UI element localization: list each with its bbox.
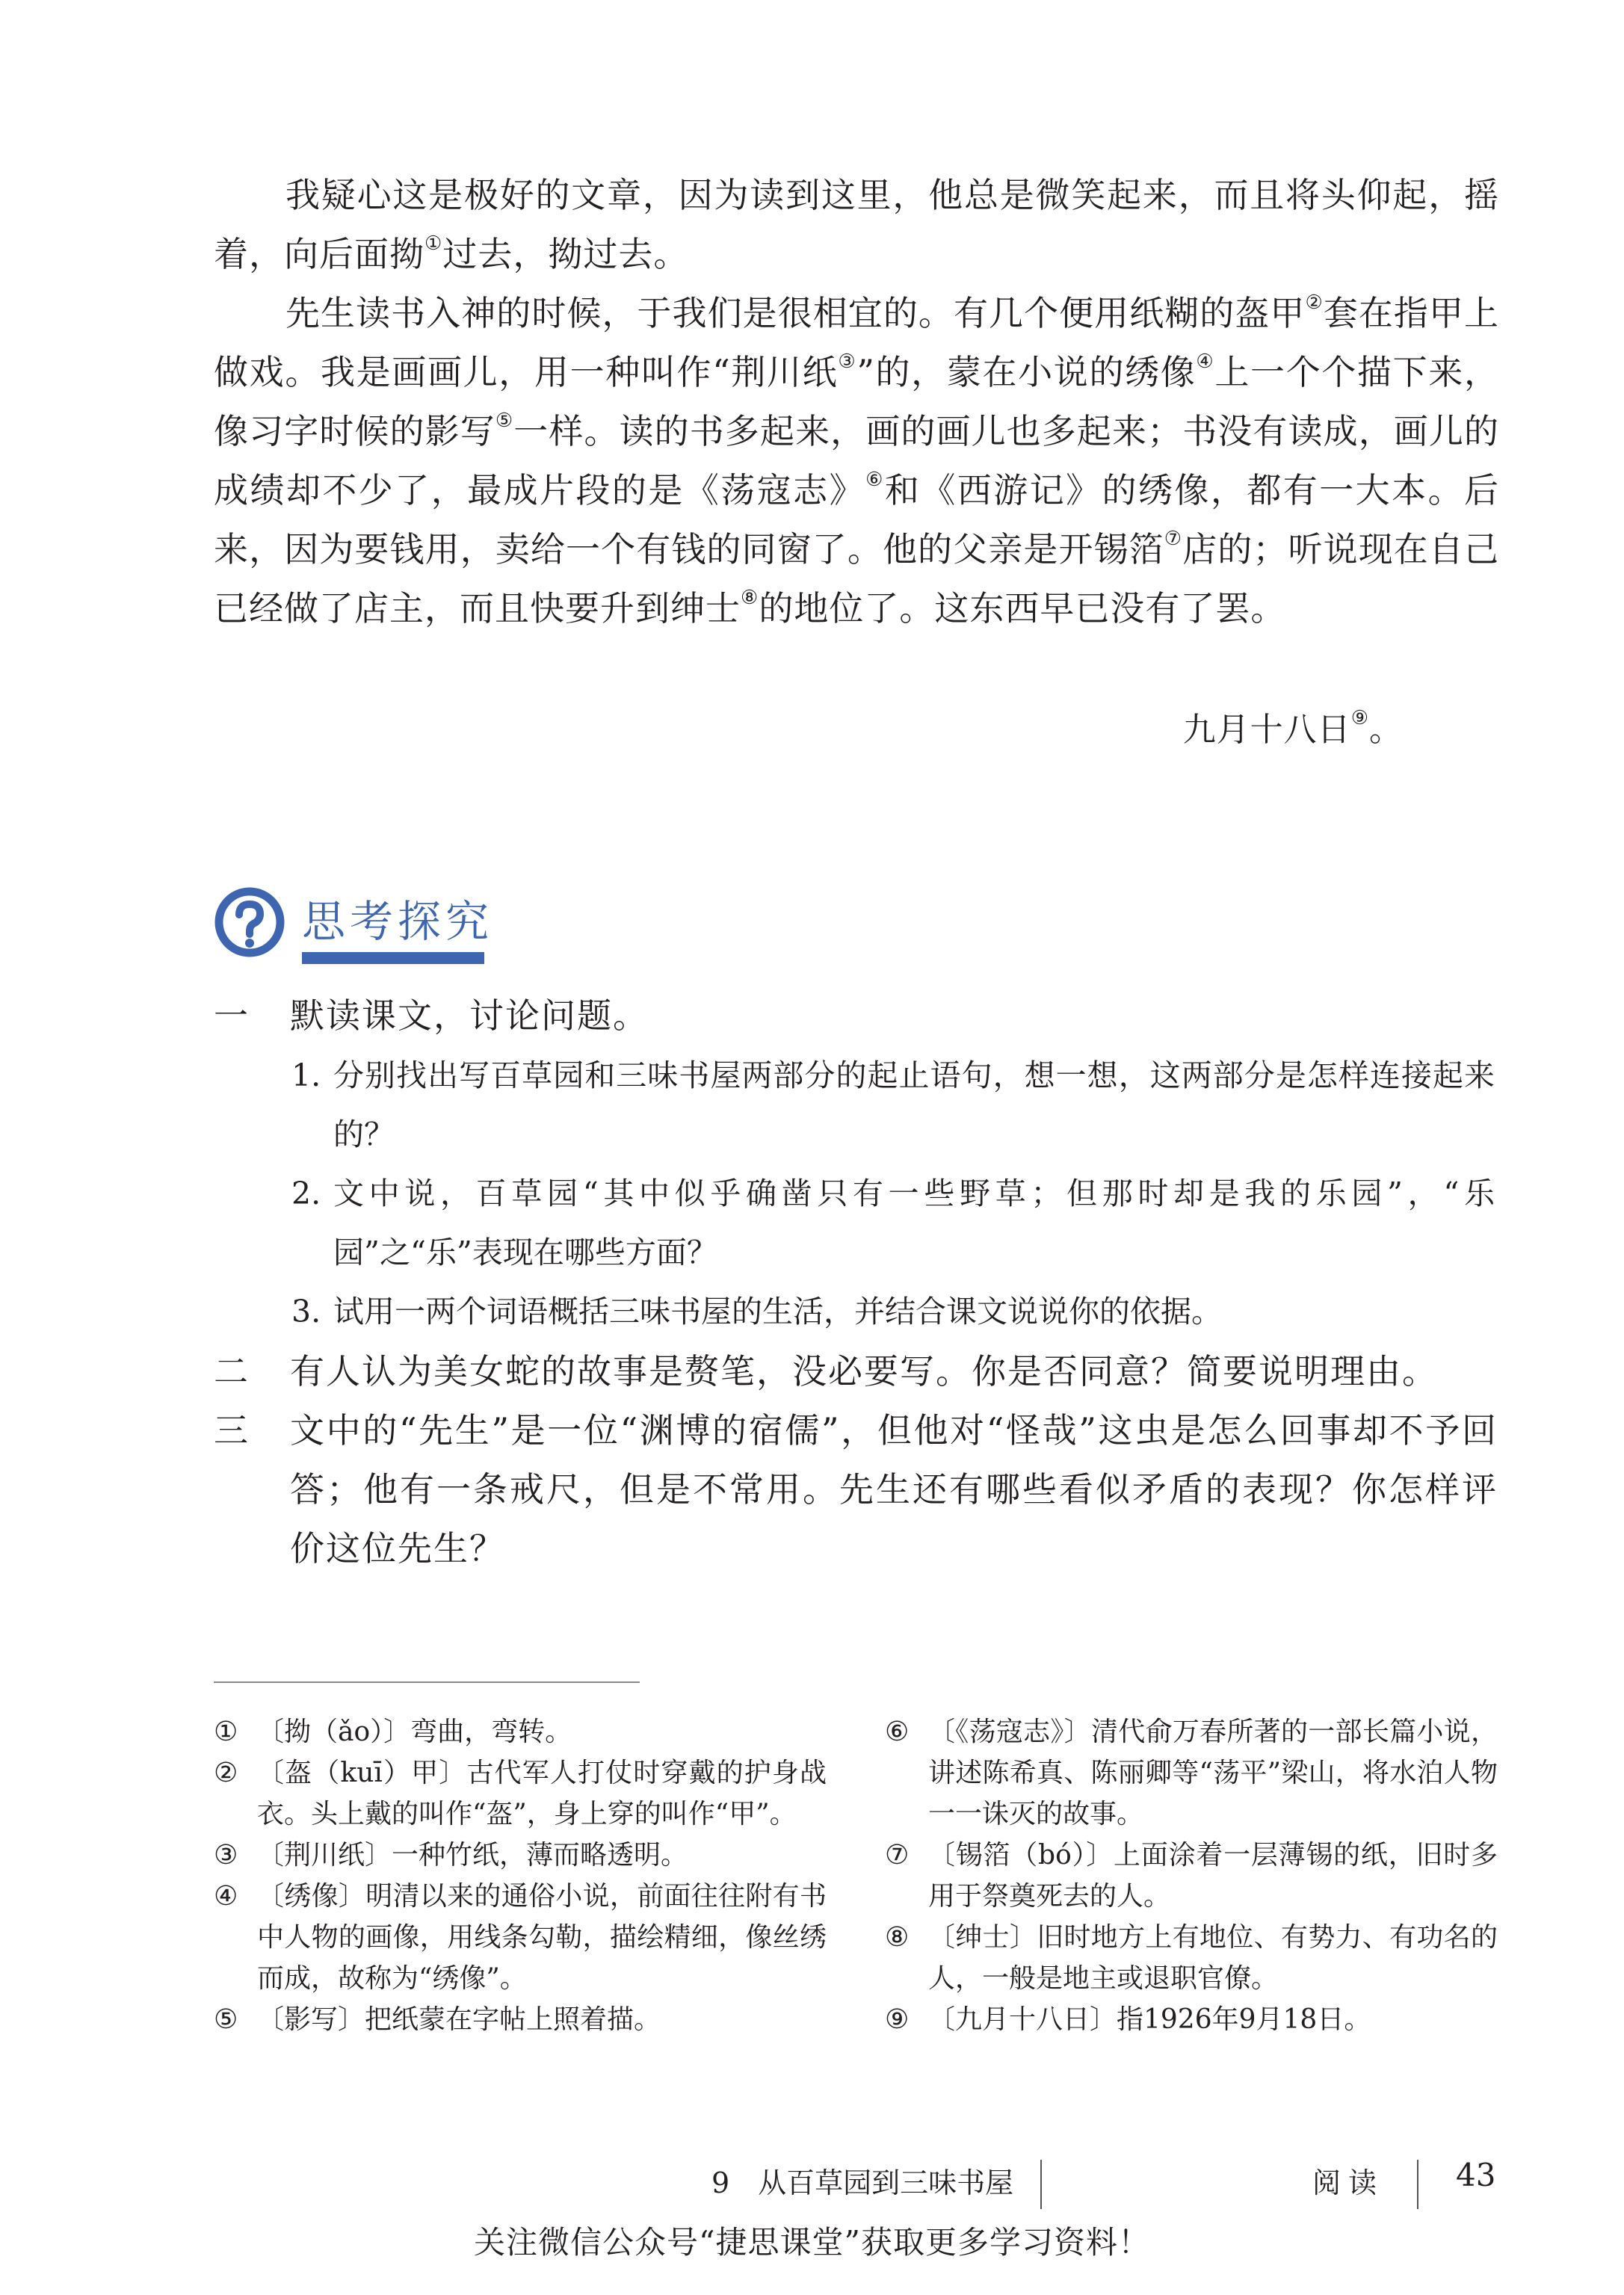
footnote-text: 〔影写〕把纸蒙在字帖上照着描。 <box>257 2004 661 2035</box>
note-ref-9[interactable]: ⑨ <box>1350 707 1369 729</box>
footnote-mark: ① <box>214 1717 238 1747</box>
subquestion-number: 3. <box>291 1294 321 1329</box>
subquestion-1 <box>291 1046 1495 1164</box>
footnote-mark: ⑥ <box>885 1717 910 1747</box>
page-footer <box>0 2157 1624 2220</box>
note-ref-6[interactable]: ⑥ <box>865 469 885 491</box>
question-1 <box>214 986 1499 1045</box>
question-text: 有人认为美女蛇的故事是赘笔，没必要写。你是否同意？简要说明理由。 <box>290 1351 1438 1391</box>
chapter-title: 9 从百草园到三味书屋 <box>711 2166 1014 2199</box>
footnote-text: 〔九月十八日〕指1926年9月18日。 <box>928 2004 1371 2035</box>
title-underline <box>302 952 484 964</box>
note-ref-1[interactable]: ① <box>424 232 443 255</box>
footnote-mark: ⑨ <box>885 2004 910 2035</box>
footnote-1 <box>214 1711 827 1752</box>
page-number: 43 <box>1456 2157 1496 2193</box>
footnote-divider <box>214 1681 640 1683</box>
footnote-text: 〔绣像〕明清以来的通俗小说，前面往往附有书中人物的画像，用线条勾勒，描绘精细，像丝绣而成，故称为“绣像”。 <box>257 1881 827 1994</box>
footnote-text: 〔锡箔（bó）〕上面涂着一层薄锡的纸，旧时多用于祭奠死去的人。 <box>928 1840 1498 1912</box>
question-number: 二 <box>214 1351 250 1391</box>
footnote-mark: ③ <box>214 1840 238 1871</box>
footnote-text: 〔拗（ǎo）〕弯曲，弯转。 <box>257 1717 572 1747</box>
footnote-mark: ⑧ <box>885 1922 910 1953</box>
subquestion-number: 2. <box>291 1176 321 1211</box>
footnote-5 <box>214 1999 827 2040</box>
question-text: 默读课文，讨论问题。 <box>290 995 649 1036</box>
question-text: 文中的“先生”是一位“渊博的宿儒”，但他对“怪哉”这虫是怎么回事却不予回答；他有一条戒尺，但是不常用。先生还有哪些看似矛盾的表现？你怎样评价这位先生？ <box>290 1410 1498 1569</box>
subquestion-text: 试用一两个词语概括三味书屋的生活，并结合课文说说你的依据。 <box>333 1294 1222 1329</box>
section-heading <box>214 882 513 972</box>
footnote-mark: ⑤ <box>214 2004 238 2035</box>
footnotes-right-column <box>885 1711 1498 2040</box>
subquestion-2 <box>291 1164 1495 1282</box>
date-tail: 。 <box>1369 711 1403 749</box>
subquestion-number: 1. <box>291 1057 321 1093</box>
note-ref-4[interactable]: ④ <box>1196 350 1215 373</box>
footnote-4 <box>214 1876 827 1999</box>
text-run: 上一个个描下来，像习字时候的影写 <box>214 352 1499 451</box>
footer-section-name: 阅读 <box>1312 2166 1385 2199</box>
footer-divider <box>1417 2160 1418 2209</box>
text-run: 和《西游记》的绣像，都有一大本。后来，因为要钱用，卖给一个有钱的同窗了。他的父亲是开锡箔 <box>214 470 1500 569</box>
text-run: 的地位了。这东西早已没有了罢。 <box>759 588 1286 628</box>
footnote-6 <box>885 1711 1498 1835</box>
footnote-7 <box>885 1835 1498 1917</box>
text-run: 店的；听说现在自己已经做了店主，而且快要升到绅士 <box>214 529 1500 628</box>
question-number: 三 <box>214 1410 250 1451</box>
footnote-8 <box>885 1917 1498 1999</box>
text-run: 一样。读的书多起来，画的画儿也多起来；书没有读成，画儿的成绩却不少了，最成片段的是《荡寇志》 <box>214 411 1500 510</box>
footnote-9 <box>885 1999 1498 2040</box>
footnote-mark: ② <box>214 1758 238 1788</box>
footnote-text: 〔绅士〕旧时地方上有地位、有势力、有功名的人，一般是地主或退职官僚。 <box>928 1922 1498 1994</box>
paragraph-1 <box>214 166 1499 284</box>
text-run: 过去，拗过去。 <box>442 234 689 274</box>
text-run: 先生读书入神的时候，于我们是很相宜的。有几个便用纸糊的盔甲 <box>285 293 1306 333</box>
footnote-text: 〔《荡寇志》〕清代俞万春所著的一部长篇小说，讲述陈希真、陈丽卿等“荡平”梁山，将水泊人物一一诛灭的故事。 <box>928 1717 1498 1829</box>
text-run: 我疑心这是极好的文章，因为读到这里，他总是微笑起来，而且将头仰起，摇着，向后面拗 <box>214 175 1499 274</box>
date-line <box>1183 702 1403 750</box>
question-3 <box>214 1401 1499 1578</box>
subquestion-text: 分别找出写百草园和三味书屋两部分的起止语句，想一想，这两部分是怎样连接起来的？ <box>333 1057 1495 1152</box>
footer-divider <box>1040 2160 1042 2209</box>
section-title: 思考探究 <box>302 896 494 947</box>
note-ref-3[interactable]: ③ <box>838 350 857 373</box>
question-circle-icon <box>214 886 285 958</box>
promo-text: 关注微信公众号“捷思课堂”获取更多学习资料！ <box>474 2224 1150 2261</box>
footnote-mark: ⑦ <box>885 1840 910 1871</box>
question-number: 一 <box>214 995 250 1036</box>
question-2 <box>214 1342 1499 1401</box>
note-ref-7[interactable]: ⑦ <box>1164 528 1183 550</box>
note-ref-8[interactable]: ⑧ <box>741 587 759 609</box>
date-text: 九月十八日 <box>1182 711 1351 749</box>
note-ref-5[interactable]: ⑤ <box>495 410 514 432</box>
footnote-2 <box>214 1752 827 1835</box>
footnote-text: 〔盔（kuī）甲〕古代军人打仗时穿戴的护身战衣。头上戴的叫作“盔”，身上穿的叫作“甲”。 <box>257 1758 827 1829</box>
note-ref-2[interactable]: ② <box>1305 291 1324 314</box>
text-run: 套在指甲上做戏。我是画画儿，用一种叫作“荆川纸 <box>214 293 1500 392</box>
footnote-mark: ④ <box>214 1881 238 1912</box>
footnote-text: 〔荆川纸〕一种竹纸，薄而略透明。 <box>257 1840 688 1871</box>
subquestion-3 <box>291 1282 1495 1341</box>
text-run: ”的，蒙在小说的绣像 <box>856 352 1197 392</box>
footnotes-left-column <box>214 1711 827 2040</box>
footnote-3 <box>214 1835 827 1876</box>
paragraph-2 <box>214 284 1499 638</box>
subquestion-text: 文中说，百草园“其中似乎确凿只有一些野草；但那时却是我的乐园”，“乐园”之“乐”表现在哪些方面？ <box>333 1176 1495 1270</box>
